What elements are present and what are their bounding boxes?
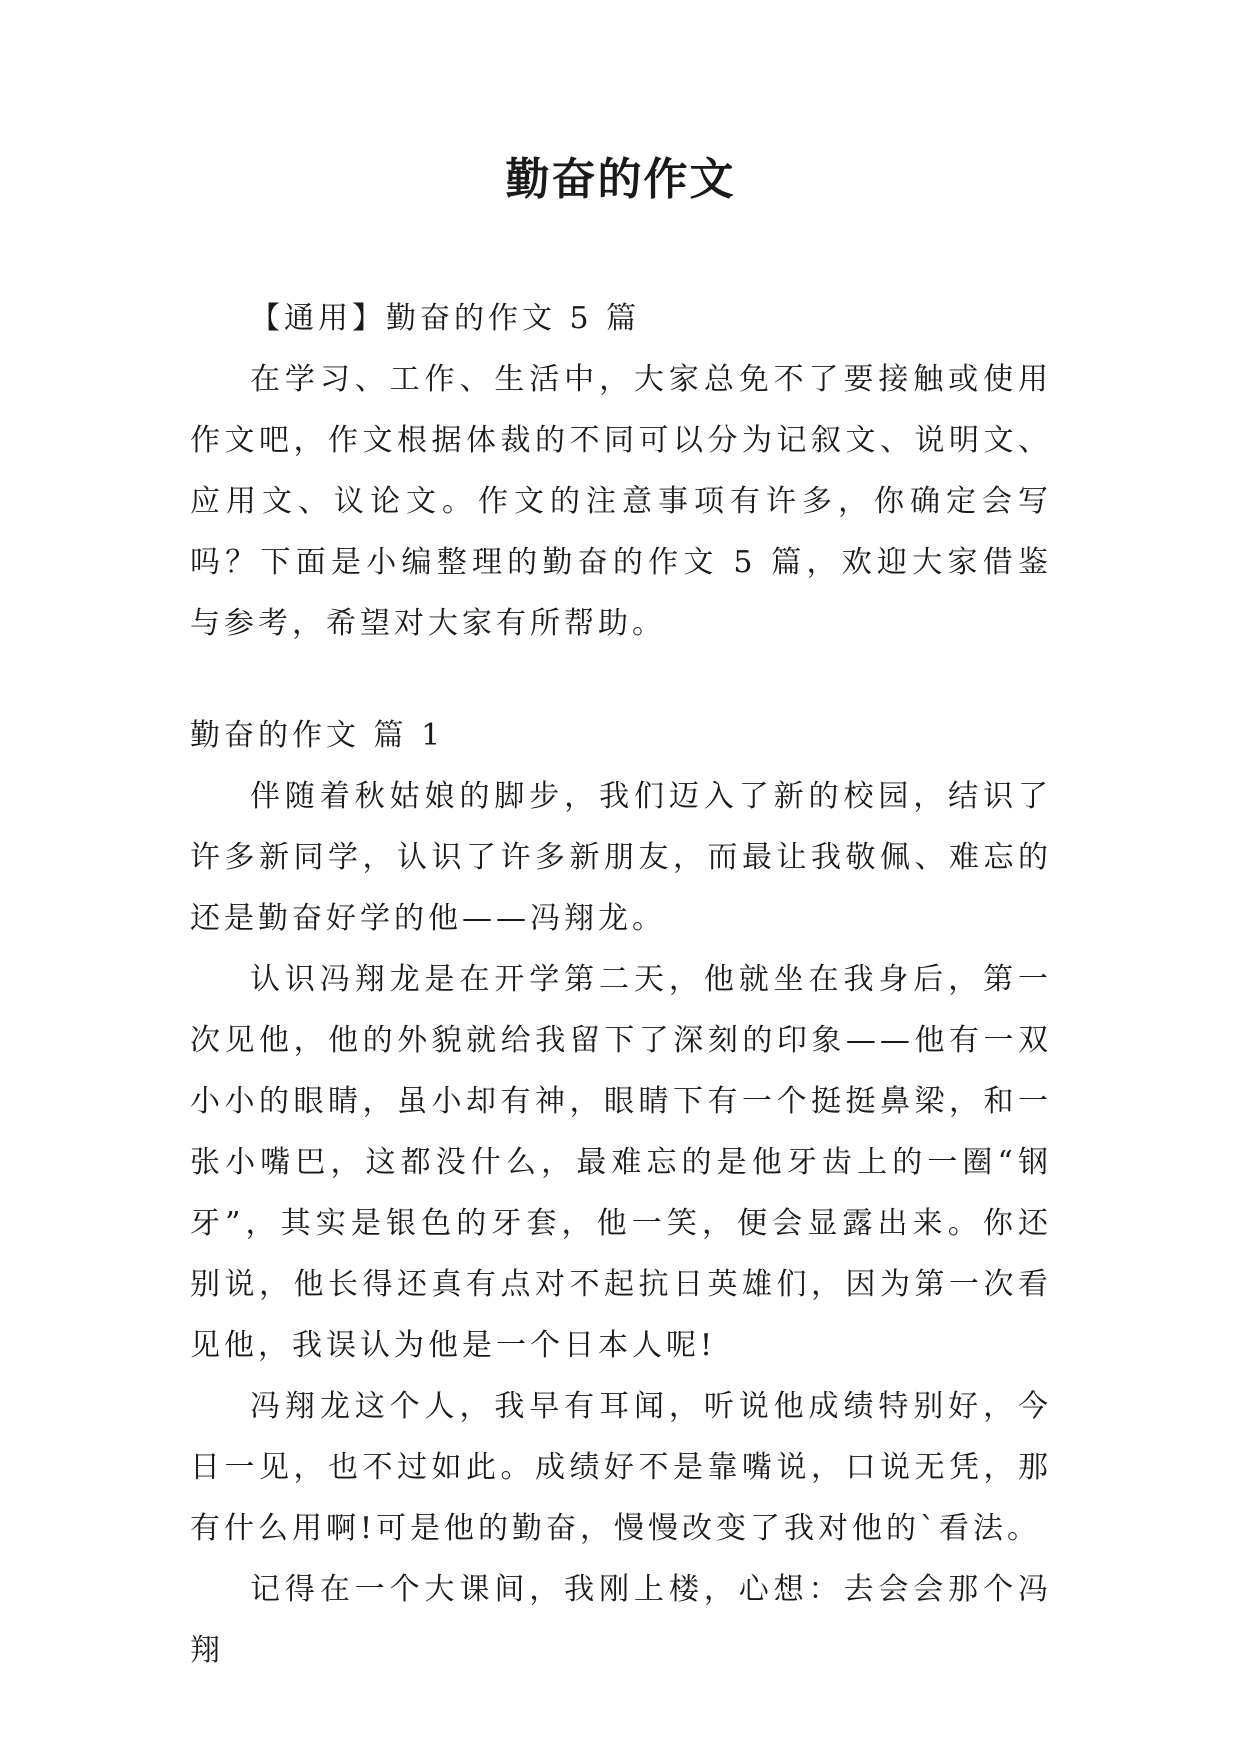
intro-paragraph: 在学习、工作、生活中，大家总免不了要接触或使用作文吧，作文根据体裁的不同可以分为记叙文、说明文、应用文、议论文。作文的注意事项有许多，你确定会写吗？下面是小编整理的勤奋的作文 5 篇，欢迎大家借鉴与参考，希望对大家有所帮助。 [190,362,1052,641]
section-heading: 勤奋的作文 篇 1 [190,718,445,753]
document-title: 勤奋的作文 [505,154,736,205]
document-body [190,288,1052,1681]
body-paragraph: 记得在一个大课间，我刚上楼，心想：去会会那个冯翔 [190,1572,1052,1668]
body-paragraph: 冯翔龙这个人，我早有耳闻，听说他成绩特别好，今日一见，也不过如此。成绩好不是靠嘴说，口说无凭，那有什么用啊!可是他的勤奋，慢慢改变了我对他的`看法。 [190,1389,1052,1546]
document-subtitle: 【通用】勤奋的作文 5 篇 [250,301,641,336]
body-paragraph: 伴随着秋姑娘的脚步，我们迈入了新的校园，结识了许多新同学，认识了许多新朋友，而最让我敬佩、难忘的还是勤奋好学的他——冯翔龙。 [190,779,1052,936]
body-paragraph: 认识冯翔龙是在开学第二天，他就坐在我身后，第一次见他，他的外貌就给我留下了深刻的印象——他有一双小小的眼睛，虽小却有神，眼睛下有一个挺挺鼻梁，和一张小嘴巴，这都没什么，最难忘的是他牙齿上的一圈“钢牙”，其实是银色的牙套，他一笑，便会显露出来。你还别说，他长得还真有点对不起抗日英雄们，因为第一次看见他，我误认为他是一个日本人呢! [190,962,1052,1363]
